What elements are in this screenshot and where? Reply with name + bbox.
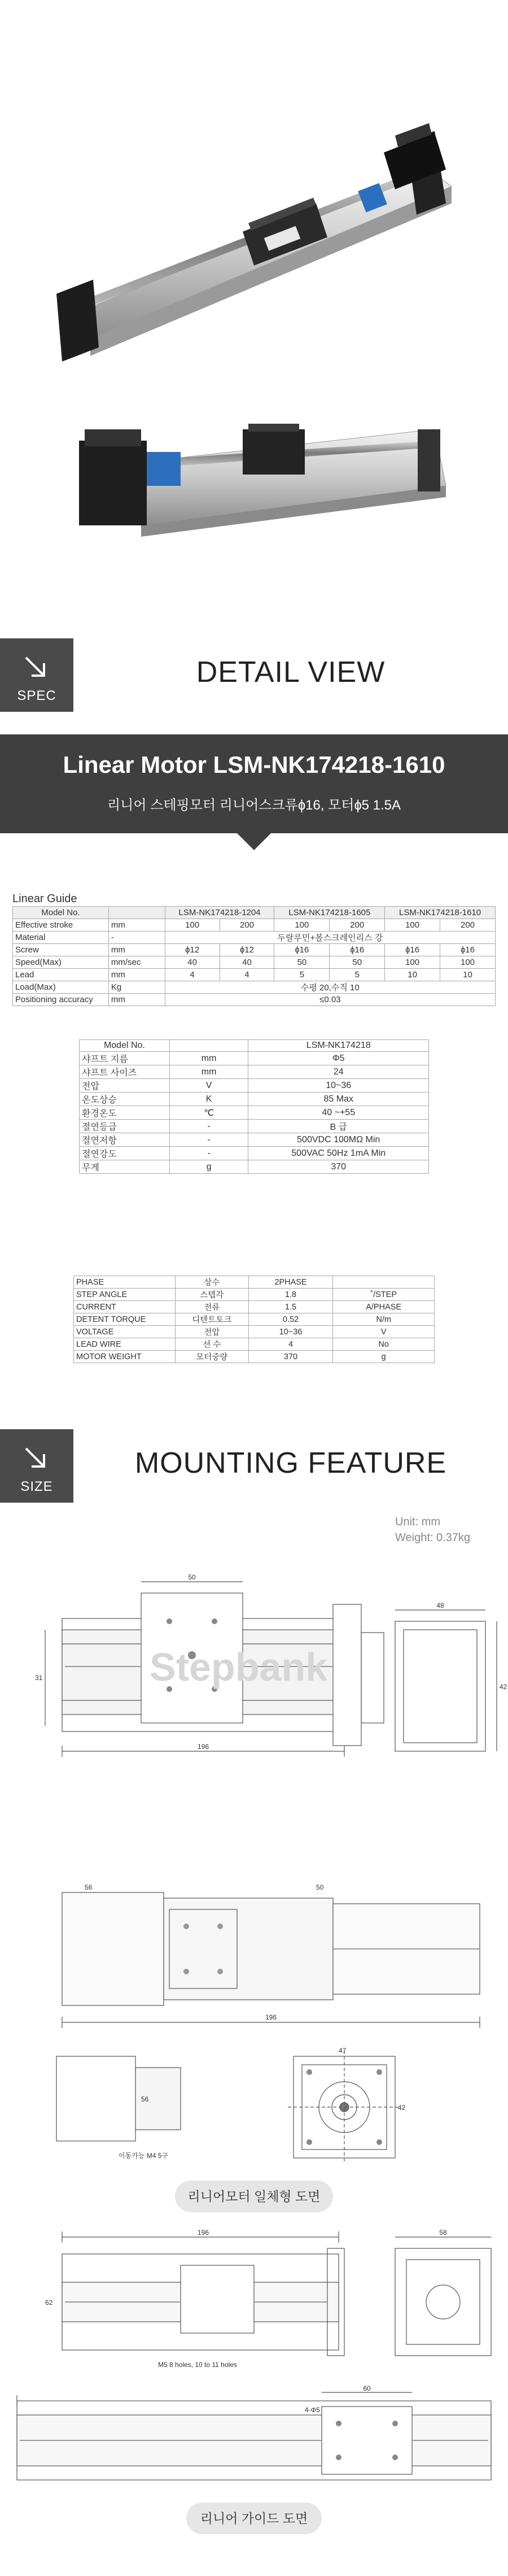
table-row xyxy=(80,1133,429,1147)
dim-label: 60 xyxy=(363,2384,371,2392)
cell: ˚/STEP xyxy=(333,1289,435,1301)
cell: CURRENT xyxy=(74,1301,176,1313)
table-row xyxy=(13,932,496,944)
table-row xyxy=(13,969,496,981)
drawing-top-view xyxy=(0,1876,508,2045)
cell: 100 xyxy=(385,919,440,932)
label-motor-drawing: 리니어모터 일체형 도면 xyxy=(175,2181,333,2212)
linear-guide-title: Linear Guide xyxy=(12,893,77,905)
cell: ɸ16 xyxy=(274,944,330,956)
unit-text: Unit: mm xyxy=(395,1516,440,1528)
row-unit: mm xyxy=(108,969,165,981)
row-label: Effective stroke xyxy=(13,919,109,932)
cell: 500VDC 100MΩ Min xyxy=(248,1133,429,1147)
cell: 환경온도 xyxy=(80,1106,170,1120)
spec-tab-label: SPEC xyxy=(17,688,56,703)
cell: 5 xyxy=(330,969,385,981)
cell: 10~36 xyxy=(248,1079,429,1093)
photo-side-view xyxy=(79,424,446,537)
detail-view-title: DETAIL VIEW xyxy=(196,656,386,689)
banner-title: Linear Motor LSM-NK174218-1610 xyxy=(63,751,445,778)
cell: 40 ~+55 xyxy=(248,1106,429,1120)
table-row xyxy=(80,1079,429,1093)
header-cell: LSM-NK174218-1204 xyxy=(165,907,274,919)
dim-label: 31 xyxy=(35,1674,43,1682)
header-cell: LSM-NK174218-1605 xyxy=(274,907,385,919)
model-banner xyxy=(0,734,508,833)
detail-view-header xyxy=(0,638,508,712)
cell: - xyxy=(169,1147,248,1160)
unit-info xyxy=(395,1514,470,1546)
cell: 40 xyxy=(220,956,274,969)
size-tab xyxy=(0,1429,73,1503)
cell: 절연저항 xyxy=(80,1133,170,1147)
cell: 370 xyxy=(248,1351,333,1363)
row-label: Speed(Max) xyxy=(13,956,109,969)
cell: 10 xyxy=(440,969,496,981)
cell: ɸ16 xyxy=(440,944,496,956)
cell: mm xyxy=(169,1065,248,1079)
table-row xyxy=(80,1052,429,1065)
cell: 선 수 xyxy=(175,1338,248,1351)
cell: 10 xyxy=(385,969,440,981)
header-cell: Model No. xyxy=(80,1040,170,1052)
linear-guide-table xyxy=(12,906,496,1006)
arrow-down-right-icon xyxy=(21,1444,50,1472)
cell: LEAD WIRE xyxy=(74,1338,176,1351)
table-row xyxy=(80,1160,429,1174)
table-row xyxy=(13,956,496,969)
cell: ɸ12 xyxy=(165,944,220,956)
cell: 전압 xyxy=(175,1326,248,1338)
table-row xyxy=(74,1289,435,1301)
header-cell xyxy=(333,1276,435,1289)
cell: V xyxy=(169,1079,248,1093)
dim-label: 58 xyxy=(439,2229,447,2236)
cell: 1.5 xyxy=(248,1301,333,1313)
dim-label: 56 xyxy=(85,1883,93,1891)
row-unit: mm/sec xyxy=(108,956,165,969)
banner-subtitle: 리니어 스테핑모터 리니어스크류ɸ16, 모터ɸ5 1.5A xyxy=(107,798,401,813)
dim-label: 42 xyxy=(500,1683,507,1691)
cell: 100 xyxy=(385,956,440,969)
cell: - xyxy=(169,1120,248,1133)
cell: 24 xyxy=(248,1065,429,1079)
dim-label: 196 xyxy=(265,2013,277,2021)
header-cell xyxy=(169,1040,248,1052)
dim-label: 50 xyxy=(188,1573,196,1581)
cell: 두랄루민+볼스크레인리스 강 xyxy=(165,932,495,944)
cell: 4 xyxy=(165,969,220,981)
cell: DETENT TORQUE xyxy=(74,1313,176,1326)
dim-label: 47 xyxy=(339,2047,347,2055)
cell: K xyxy=(169,1093,248,1106)
table-row xyxy=(13,994,496,1006)
cell: ɸ16 xyxy=(385,944,440,956)
dim-label: 196 xyxy=(197,2229,209,2236)
phase-table xyxy=(73,1276,435,1363)
table-row xyxy=(74,1313,435,1326)
header-cell: Model No. xyxy=(13,907,109,919)
size-tab-label: SIZE xyxy=(20,1479,53,1494)
cell: 100 xyxy=(440,956,496,969)
table-header-row xyxy=(13,907,496,919)
header-cell: 상수 xyxy=(175,1276,248,1289)
cell: 전류 xyxy=(175,1301,248,1313)
table-header-row xyxy=(80,1040,429,1052)
cell: VOLTAGE xyxy=(74,1326,176,1338)
cell: 500VAC 50Hz 1mA Min xyxy=(248,1147,429,1160)
cell: No xyxy=(333,1338,435,1351)
dim-label: 50 xyxy=(316,1883,324,1891)
dim-label: 42 xyxy=(398,2104,406,2112)
mounting-feature-title: MOUNTING FEATURE xyxy=(134,1447,447,1480)
dim-label: 48 xyxy=(436,1602,444,1609)
cell: 모터중량 xyxy=(175,1351,248,1363)
cell: 샤프트 사이즈 xyxy=(80,1065,170,1079)
cell: V xyxy=(333,1326,435,1338)
cell: ɸ16 xyxy=(330,944,385,956)
header-cell xyxy=(108,907,165,919)
photo-top-view xyxy=(56,123,452,362)
header-cell: 2PHASE xyxy=(248,1276,333,1289)
weight-text: Weight: 0.37kg xyxy=(395,1531,471,1544)
cell: 85 Max xyxy=(248,1093,429,1106)
table-row xyxy=(74,1351,435,1363)
cell: mm xyxy=(169,1052,248,1065)
drawing-guide-top xyxy=(0,2384,508,2491)
cell: 10~36 xyxy=(248,1326,333,1338)
cell: 절연강도 xyxy=(80,1147,170,1160)
product-photos xyxy=(0,0,508,638)
table-row xyxy=(80,1147,429,1160)
note-label: 이동가능 M4 5구 xyxy=(119,2152,168,2160)
row-unit: mm xyxy=(108,994,165,1006)
note-label: M5 8 holes, 10 to 11 holes xyxy=(158,2361,237,2369)
cell: 온도상승 xyxy=(80,1093,170,1106)
cell: ℃ xyxy=(169,1106,248,1120)
header-cell: LSM-NK174218 xyxy=(248,1040,429,1052)
drawing-motor-detail xyxy=(0,2045,508,2175)
cell: 40 xyxy=(165,956,220,969)
cell: 수평 20,수직 10 xyxy=(165,981,495,994)
header-cell: PHASE xyxy=(74,1276,176,1289)
cell: 100 xyxy=(165,919,220,932)
cell: g xyxy=(333,1351,435,1363)
cell: N/m xyxy=(333,1313,435,1326)
banner-notch xyxy=(237,833,271,850)
cell: ɸ12 xyxy=(220,944,274,956)
cell: A/PHASE xyxy=(333,1301,435,1313)
dim-label: 56 xyxy=(141,2095,149,2103)
cell: Φ5 xyxy=(248,1052,429,1065)
cell: 50 xyxy=(330,956,385,969)
cell: 스텝각 xyxy=(175,1289,248,1301)
cell: B 급 xyxy=(248,1120,429,1133)
cell: MOTOR WEIGHT xyxy=(74,1351,176,1363)
cell: ≤0.03 xyxy=(165,994,495,1006)
cell: g xyxy=(169,1160,248,1174)
cell: - xyxy=(169,1133,248,1147)
row-label: Positioning accuracy xyxy=(13,994,109,1006)
cell: STEP ANGLE xyxy=(74,1289,176,1301)
cell: 50 xyxy=(274,956,330,969)
arrow-down-right-icon xyxy=(21,653,50,681)
table-row xyxy=(80,1065,429,1079)
table-row xyxy=(80,1120,429,1133)
row-label: Lead xyxy=(13,969,109,981)
motor-spec-table xyxy=(79,1039,429,1174)
cell: 5 xyxy=(274,969,330,981)
note-label: 4-Φ5 xyxy=(305,2406,320,2414)
dim-label: 196 xyxy=(197,1743,209,1751)
cell: 샤프트 지름 xyxy=(80,1052,170,1065)
cell: 100 xyxy=(274,919,330,932)
table-row xyxy=(74,1326,435,1338)
table-row xyxy=(74,1301,435,1313)
cell: 절연등급 xyxy=(80,1120,170,1133)
row-label: Material xyxy=(13,932,109,944)
table-row xyxy=(80,1106,429,1120)
product-photo-illustration xyxy=(0,0,508,638)
cell: 370 xyxy=(248,1160,429,1174)
watermark: Stepbank xyxy=(150,1645,328,1689)
spec-tab xyxy=(0,638,73,712)
row-unit: mm xyxy=(108,919,165,932)
table-row xyxy=(74,1338,435,1351)
cell: 무게 xyxy=(80,1160,170,1174)
row-label: Load(Max) xyxy=(13,981,109,994)
cell: 전압 xyxy=(80,1079,170,1093)
table-row xyxy=(80,1093,429,1106)
table-row xyxy=(13,944,496,956)
cell: 4 xyxy=(220,969,274,981)
cell: 1.8 xyxy=(248,1289,333,1301)
cell: 0.52 xyxy=(248,1313,333,1326)
dim-label: 62 xyxy=(45,2299,53,2307)
table-row xyxy=(13,919,496,932)
label-guide-drawing: 리니어 가이드 도면 xyxy=(186,2503,322,2534)
row-unit: mm xyxy=(108,944,165,956)
table-row xyxy=(13,981,496,994)
row-unit: - xyxy=(108,932,165,944)
row-label: Screw xyxy=(13,944,109,956)
drawing-side-view xyxy=(0,1559,508,1876)
cell: 200 xyxy=(220,919,274,932)
mounting-feature-header xyxy=(0,1429,508,1503)
cell: 디텐트토크 xyxy=(175,1313,248,1326)
header-cell: LSM-NK174218-1610 xyxy=(385,907,496,919)
cell: 4 xyxy=(248,1338,333,1351)
row-unit: Kg xyxy=(108,981,165,994)
drawing-guide-side xyxy=(0,2226,508,2378)
cell: 200 xyxy=(330,919,385,932)
table-header-row xyxy=(74,1276,435,1289)
cell: 200 xyxy=(440,919,496,932)
